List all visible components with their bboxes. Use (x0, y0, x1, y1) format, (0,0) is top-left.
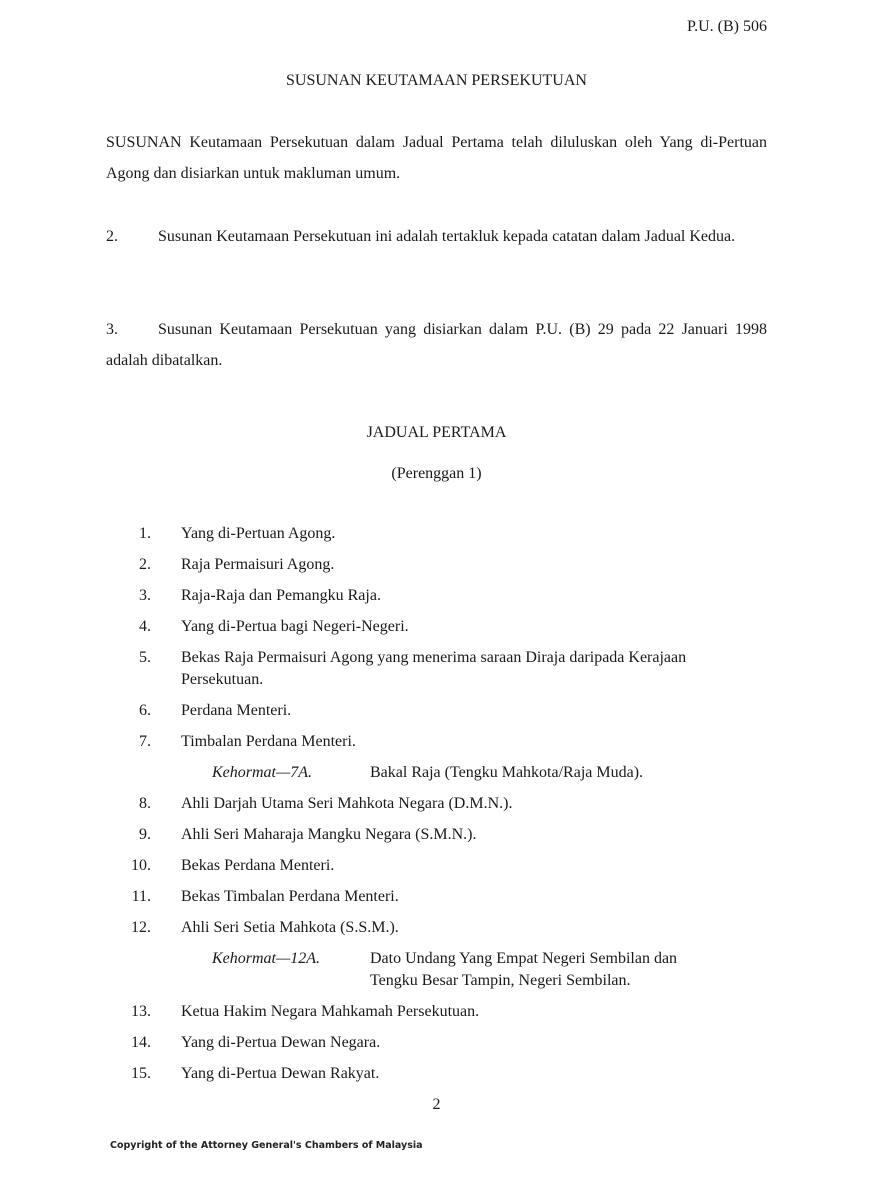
item-number: 2. (139, 556, 151, 573)
list-item (106, 886, 767, 908)
item-number: 10. (131, 857, 151, 874)
item-number: 9. (139, 826, 151, 843)
list-item (106, 855, 767, 877)
schedule-subtitle: (Perenggan 1) (391, 465, 482, 482)
item-text: Raja-Raja dan Pemangku Raja. (181, 587, 381, 604)
item-number: 5. (139, 649, 151, 666)
paragraph-1-text: SUSUNAN Keutamaan Persekutuan dalam Jadual Pertama telah diluluskan oleh Yang di-Pertuan Agong dan disiarkan untuk makluman umum. (106, 134, 767, 182)
item-number: 8. (139, 795, 151, 812)
item-text: Yang di-Pertua Dewan Negara. (181, 1034, 381, 1051)
item-text: Ketua Hakim Negara Mahkamah Persekutuan. (181, 1003, 480, 1020)
item-text: Perdana Menteri. (181, 702, 292, 719)
paragraph-3-text: Susunan Keutamaan Persekutuan yang disiarkan dalam P.U. (B) 29 pada 22 Januari 1998 adalah dibatalkan. (106, 321, 767, 369)
list-item (106, 824, 767, 846)
paragraph-1 (106, 127, 767, 189)
list-item (106, 1001, 767, 1023)
item-text: Bekas Timbalan Perdana Menteri. (181, 888, 399, 905)
item-text: Yang di-Pertuan Agong. (181, 525, 336, 542)
precedence-list (106, 523, 767, 1094)
paragraph-2-text: Susunan Keutamaan Persekutuan ini adalah tertakluk kepada catatan dalam Jadual Kedua. (158, 228, 736, 245)
honorary-item (106, 762, 767, 784)
item-text: Ahli Seri Setia Mahkota (S.S.M.). (181, 919, 399, 936)
honorary-item (106, 948, 767, 992)
item-text: Yang di-Pertua bagi Negeri-Negeri. (181, 618, 409, 635)
honorary-label: Kehormat—12A. (212, 950, 320, 967)
list-item (106, 585, 767, 607)
item-text: Timbalan Perdana Menteri. (181, 733, 356, 750)
item-text: Yang di-Pertua Dewan Rakyat. (181, 1065, 380, 1082)
list-item (106, 1063, 767, 1085)
honorary-text: Dato Undang Yang Empat Negeri Sembilan dan Tengku Besar Tampin, Negeri Sembilan. (370, 950, 678, 989)
item-text: Ahli Seri Maharaja Mangku Negara (S.M.N.). (181, 826, 477, 843)
item-number: 15. (131, 1065, 151, 1082)
honorary-text: Bakal Raja (Tengku Mahkota/Raja Muda). (370, 764, 644, 781)
list-item (106, 647, 767, 691)
paragraph-3 (106, 314, 767, 376)
list-item (106, 554, 767, 576)
gazette-reference: P.U. (B) 506 (686, 18, 767, 35)
item-number: 12. (131, 919, 151, 936)
item-number: 4. (139, 618, 151, 635)
item-number: 11. (131, 888, 151, 905)
list-item (106, 793, 767, 815)
paragraph-2-number: 2. (106, 228, 118, 245)
list-item (106, 1032, 767, 1054)
honorary-label: Kehormat—7A. (212, 764, 312, 781)
copyright-notice: Copyright of the Attorney General's Chambers of Malaysia (110, 1140, 423, 1151)
item-text: Bekas Perdana Menteri. (181, 857, 335, 874)
schedule-title: JADUAL PERTAMA (366, 424, 507, 441)
item-number: 14. (131, 1034, 151, 1051)
document-title: SUSUNAN KEUTAMAAN PERSEKUTUAN (286, 72, 587, 89)
item-number: 6. (139, 702, 151, 719)
list-item (106, 523, 767, 545)
item-text: Bekas Raja Permaisuri Agong yang menerima saraan Diraja daripada Kerajaan Persekutuan. (181, 649, 687, 688)
list-item (106, 616, 767, 638)
list-item (106, 700, 767, 722)
page-number: 2 (432, 1096, 441, 1113)
item-text: Ahli Darjah Utama Seri Mahkota Negara (D.M.N.). (181, 795, 513, 812)
item-number: 3. (139, 587, 151, 604)
item-number: 1. (139, 525, 151, 542)
paragraph-2 (106, 221, 767, 252)
list-item (106, 731, 767, 753)
list-item (106, 917, 767, 939)
item-text: Raja Permaisuri Agong. (181, 556, 335, 573)
item-number: 7. (139, 733, 151, 750)
paragraph-3-number: 3. (106, 321, 118, 338)
item-number: 13. (131, 1003, 151, 1020)
